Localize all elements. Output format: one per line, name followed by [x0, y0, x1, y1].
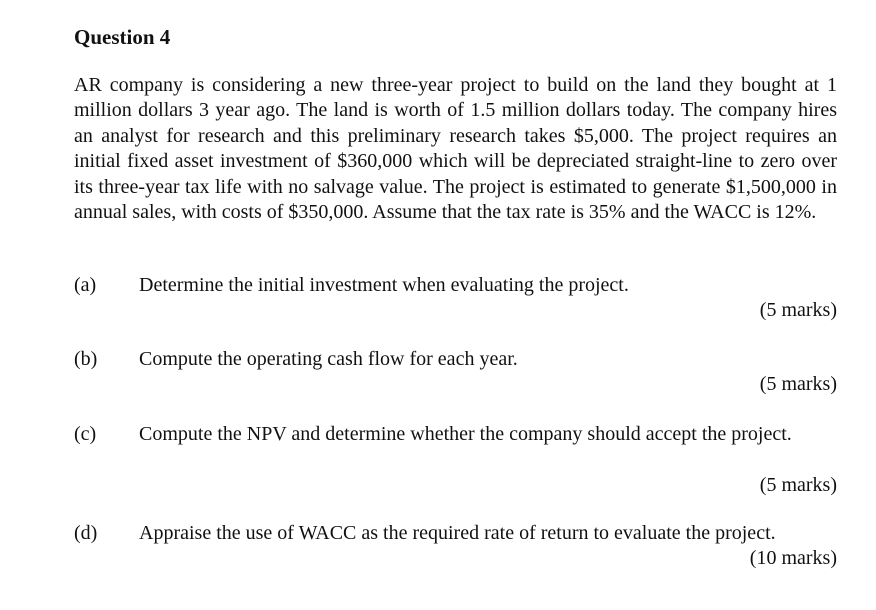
- part-label: (b): [74, 348, 98, 370]
- part-label: (c): [74, 423, 97, 445]
- part-label: (d): [74, 522, 98, 544]
- part-text: Compute the NPV and determine whether the company should accept the project.: [139, 423, 792, 445]
- part-text: Determine the initial investment when evaluating the project.: [139, 274, 629, 296]
- part-marks: (5 marks): [759, 299, 837, 321]
- part-label: (a): [74, 274, 97, 296]
- question-title: Question 4: [74, 25, 171, 49]
- part-text: Appraise the use of WACC as the required rate of return to evaluate the project.: [139, 522, 776, 544]
- part-text: Compute the operating cash flow for each year.: [139, 348, 518, 370]
- question-intro: AR company is considering a new three-year project to build on the land they bought at 1 million dollars 3 year ago. The land is worth of 1.5 million dollars today. The company hires an analyst for research and this preliminary research takes $5,000. The project requires an initial fixed asset investment of $360,000 which will be depreciated straight-line to zero over its three-year tax life with no salvage value. The project is estimated to generate $1,500,000 in annual sales, with costs of $350,000. Assume that the tax rate is 35% and the WACC is 12%.: [74, 74, 837, 224]
- part-marks: (5 marks): [759, 474, 837, 496]
- part-marks: (5 marks): [759, 373, 837, 395]
- part-marks: (10 marks): [749, 547, 837, 569]
